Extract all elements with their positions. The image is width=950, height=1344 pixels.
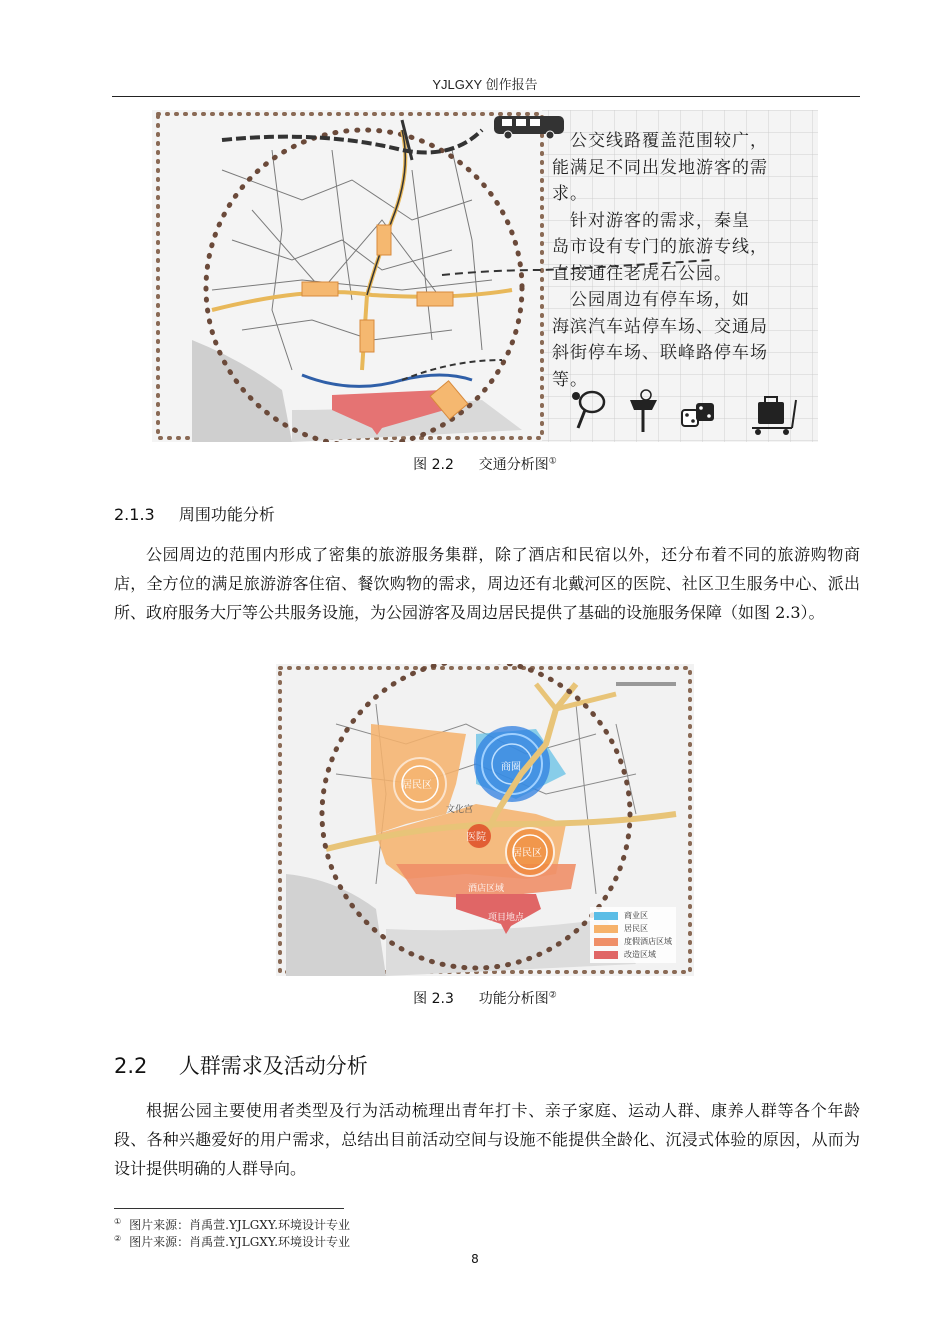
caption-label: 图 2.3 (413, 991, 454, 1007)
caption-label: 图 2.2 (413, 457, 454, 473)
paragraph-text: 公园周边的范围内形成了密集的旅游服务集群，除了酒店和民宿以外，还分布着不同的旅游购物商店，全方位的满足旅游游客住宿、餐饮购物的需求，周边还有北戴河区的医院、社区卫生服务中心、派出所、政府服务大厅等公共服务设施，为公园游客及周边居民提供了基础的设施服务保障（如图 2.3）。 (114, 545, 860, 622)
section-title: 人群需求及活动分析 (178, 1054, 368, 1078)
section-heading (114, 1050, 368, 1080)
traffic-text-line: 海滨汽车站停车场、交通局 (552, 316, 768, 337)
figure-caption (112, 988, 858, 1008)
legend-item (594, 922, 672, 935)
traffic-text-line: 针对游客的需求，秦皇 (552, 210, 750, 231)
traffic-text-line: 岛市设有专门的旅游专线， (552, 237, 768, 257)
map-legend (590, 907, 676, 963)
footnote (114, 1216, 350, 1233)
map-label-hotel: 酒店区域 (468, 884, 505, 894)
section-heading (114, 502, 275, 525)
page-number: 8 (471, 1252, 479, 1266)
traffic-text-line: 公交线路覆盖范围较广， (552, 131, 768, 151)
map-label-resident-right: 居民区 (512, 848, 542, 859)
caption-note: ② (548, 990, 557, 1001)
caption-text: 交通分析图 (478, 457, 549, 473)
map-label-culture: 文化宫 (446, 805, 474, 815)
traffic-analysis-figure (152, 110, 818, 442)
traffic-text-line: 直接通往老虎石公园。 (552, 263, 732, 284)
legend-item (594, 948, 672, 961)
footnote-text: 图片来源：肖禹萱.YJLGXY.环境设计专业 (129, 1218, 351, 1232)
traffic-text-line: 斜街停车场、联峰路停车场 (552, 343, 768, 363)
legend-label: 商业区 (624, 911, 648, 920)
page-header: YJLGXY 创作报告 (432, 77, 538, 92)
map-label-commercial: 商圈 (501, 762, 521, 773)
section-title: 周围功能分析 (178, 505, 275, 524)
footnote (114, 1233, 350, 1250)
footnote-text: 图片来源：肖禹萱.YJLGXY.环境设计专业 (129, 1235, 351, 1249)
section-number: 2.1.3 (114, 505, 155, 524)
legend-label: 度假酒店区域 (624, 937, 672, 946)
legend-label: 改造区域 (624, 950, 656, 959)
traffic-description (552, 128, 818, 393)
paragraph (114, 1096, 860, 1183)
header-rule (112, 96, 860, 97)
traffic-text-line: 公园周边有停车场，如 (552, 290, 750, 310)
traffic-text-line: 求。 (552, 184, 588, 204)
function-analysis-figure (276, 664, 694, 976)
caption-text: 功能分析图 (478, 991, 549, 1007)
map-label-project: 项目地点 (488, 913, 525, 923)
traffic-text-line: 能满足不同出发地游客的需 (552, 157, 768, 178)
legend-item (594, 935, 672, 948)
legend-item (594, 909, 672, 922)
map-label-hospital: 医院 (466, 832, 486, 843)
footnote-rule (114, 1208, 344, 1209)
paragraph (114, 540, 860, 627)
paragraph-text: 根据公园主要使用者类型及行为活动梳理出青年打卡、亲子家庭、运动人群、康养人群等各个年龄段、各种兴趣爱好的用户需求，总结出目前活动空间与设施不能提供全龄化、沉浸式体验的原因，从而为设计提供明确的人群导向。 (114, 1101, 860, 1178)
caption-note: ① (548, 456, 557, 467)
footnote-mark: ② (114, 1234, 122, 1243)
legend-label: 居民区 (624, 924, 648, 933)
map-label-resident-left: 居民区 (402, 780, 432, 791)
footnote-mark: ① (114, 1217, 122, 1226)
figure-caption (112, 454, 858, 474)
section-number: 2.2 (114, 1054, 148, 1078)
traffic-text-line: 等。 (552, 369, 588, 390)
